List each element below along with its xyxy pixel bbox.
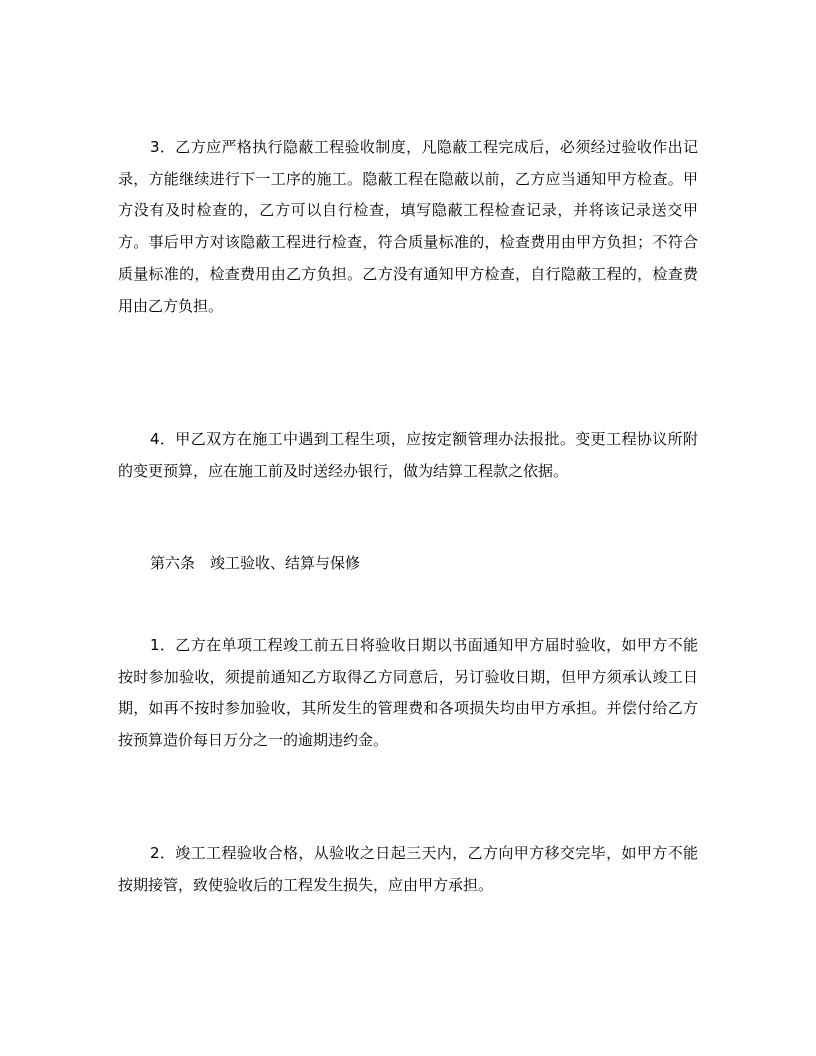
clause-3-paragraph: 3．乙方应严格执行隐蔽工程验收制度，凡隐蔽工程完成后，必须经过验收作出记录，方能继续进行下一工序的施工。隐蔽工程在隐蔽以前，乙方应当通知甲方检查。甲方没有及时检查的，乙方可以自行检查，填写隐蔽工程检查记录，并将该记录送交甲方。事后甲方对该隐蔽工程进行检查，符合质量标准的，检查费用由甲方负担；不符合质量标准的，检查费用由乙方负担。乙方没有通知甲方检查，自行隐蔽工程的，检查费用由乙方负担。 <box>118 138 698 315</box>
section-heading: 第六条 竣工验收、结算与保修 <box>150 554 361 572</box>
clause-4-paragraph: 4．甲乙双方在施工中遇到工程生项，应按定额管理办法报批。变更工程协议所附的变更预算，应在施工前及时送经办银行，做为结算工程款之依据。 <box>118 430 698 480</box>
clause-1-paragraph: 1．乙方在单项工程竣工前五日将验收日期以书面通知甲方届时验收，如甲方不能按时参加验收，须提前通知乙方取得乙方同意后，另订验收日期，但甲方须承认竣工日期，如再不按时参加验收，其所发生的管理费和各项损失均由甲方承担。并偿付给乙方按预算造价每日万分之一的逾期违约金。 <box>118 636 698 750</box>
clause-2-paragraph: 2．竣工工程验收合格，从验收之日起三天内，乙方向甲方移交完毕，如甲方不能按期接管，致使验收后的工程发生损失，应由甲方承担。 <box>118 844 698 894</box>
